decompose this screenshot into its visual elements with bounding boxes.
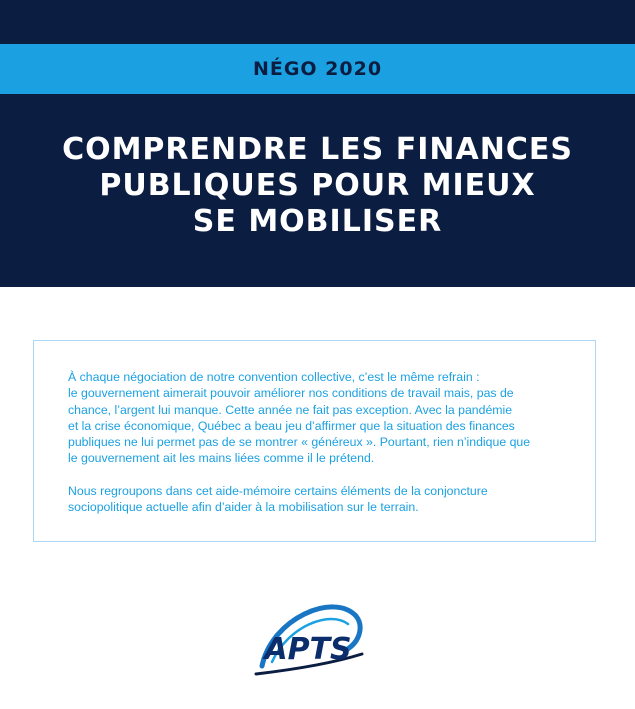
text-line: À chaque négociation de notre convention collective, c’est le même refrain : <box>68 370 480 384</box>
title-line: COMPRENDRE LES FINANCES <box>62 132 573 167</box>
top-navy-bar <box>0 0 635 44</box>
text-line: sociopolitique actuelle afin d’aider à la mobilisation sur le terrain. <box>68 500 419 515</box>
text-line: le gouvernement aimerait pouvoir améliorer nos conditions de travail mais, pas de <box>68 386 514 401</box>
campaign-band <box>0 44 635 94</box>
text-line: le gouvernement ait les mains liées comme il le prétend. <box>68 451 375 466</box>
apts-logo-icon <box>250 596 372 680</box>
title-line: SE MOBILISER <box>192 204 443 239</box>
text-line: et la crise économique, Québec a beau jeu d’affirmer que la situation des finances <box>68 418 515 433</box>
page-title <box>0 132 635 240</box>
campaign-label: NÉGO 2020 <box>252 58 383 80</box>
text-line: chance, l’argent lui manque. Cette année ne fait pas exception. Avec la pandémie <box>68 402 513 417</box>
title-line: PUBLIQUES POUR MIEUX <box>99 168 536 203</box>
text-line: Nous regroupons dans cet aide-mémoire certains éléments de la conjoncture <box>68 484 488 498</box>
logo-text: APTS <box>264 632 352 667</box>
intro-paragraph <box>68 369 568 467</box>
purpose-paragraph <box>68 483 568 516</box>
text-line: publiques ne lui permet pas de se montrer « généreux ». Pourtant, rien n’indique que <box>68 435 531 450</box>
